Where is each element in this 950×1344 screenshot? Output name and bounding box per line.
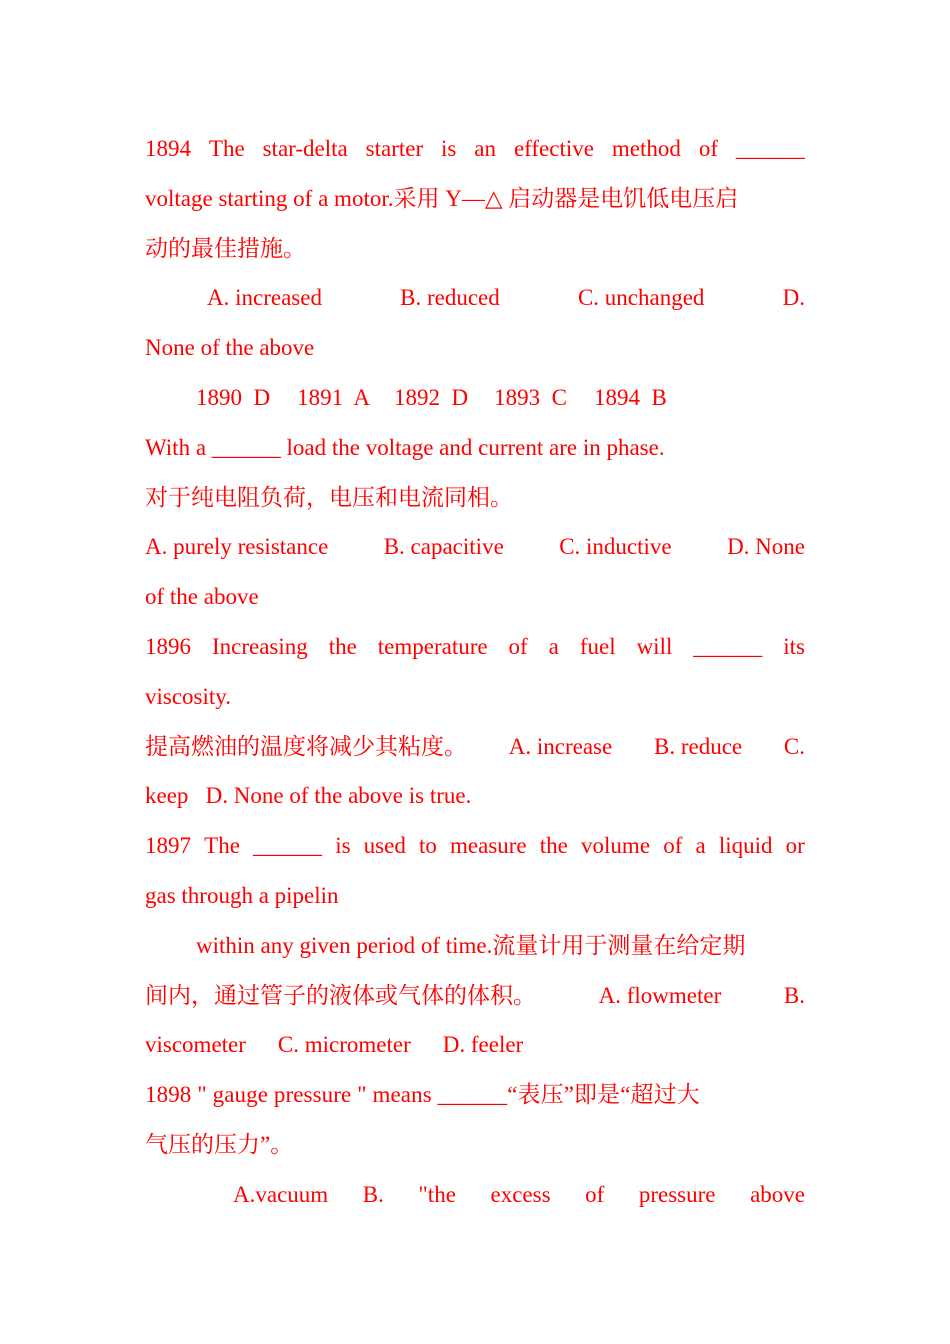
question-1898-line-2: 气压的压力”。 bbox=[145, 1131, 294, 1157]
line-segment: B. bbox=[362, 1181, 384, 1207]
answer-key-entry: 1892 D bbox=[393, 384, 469, 410]
line-segment: A. purely resistance bbox=[145, 534, 329, 560]
line-segment: is bbox=[335, 833, 351, 859]
line-segment: 提高燃油的温度将减少其粘度。 bbox=[145, 733, 467, 759]
question-1895-options bbox=[145, 522, 805, 572]
question-1894-options bbox=[145, 273, 805, 323]
line-segment: fuel bbox=[579, 633, 616, 659]
line-segment: "the bbox=[418, 1181, 456, 1207]
line-segment: ______ bbox=[693, 633, 763, 659]
answer-key-entry: 1894 B bbox=[593, 384, 667, 410]
line-segment: C. inductive bbox=[559, 534, 672, 560]
line-segment: of bbox=[508, 633, 528, 659]
line-segment: 间内，通过管子的液体或气体的体积。 bbox=[145, 982, 536, 1008]
question-1898-line-1: 1898 " gauge pressure " means ______“表压”即是“超过大 bbox=[145, 1082, 700, 1108]
line-segment: C. unchanged bbox=[577, 285, 705, 311]
question-1895-line-1: With a ______ load the voltage and current are in phase. bbox=[145, 434, 665, 460]
option-text: C. micrometer bbox=[277, 1032, 411, 1058]
line-segment: a bbox=[548, 633, 559, 659]
line-segment: ______ bbox=[253, 833, 323, 859]
line-segment: D. None bbox=[727, 534, 805, 560]
answer-key-entry: 1893 C bbox=[494, 384, 567, 410]
line-segment: A. flowmeter bbox=[598, 982, 722, 1008]
line-segment: B. bbox=[783, 982, 805, 1008]
line-segment: a bbox=[695, 833, 706, 859]
line-segment: of bbox=[698, 136, 718, 161]
answer-key-entry: 1891 A bbox=[297, 384, 370, 410]
line-segment: liquid bbox=[718, 833, 773, 859]
question-1897-options-cont bbox=[145, 1020, 805, 1070]
line-segment: volume bbox=[581, 833, 651, 859]
line-segment: The bbox=[208, 136, 245, 161]
line-segment: will bbox=[636, 633, 673, 659]
line-segment: starter bbox=[365, 136, 424, 161]
question-1897-line-3: within any given period of time.流量计用于测量在给定期 bbox=[196, 932, 746, 958]
line-segment: temperature bbox=[377, 633, 488, 659]
question-1894-option-d-cont: None of the above bbox=[145, 335, 315, 361]
question-1895-translation: 对于纯电阻负荷，电压和电流同相。 bbox=[145, 484, 513, 510]
line-segment: ______ bbox=[735, 136, 805, 161]
line-segment: measure bbox=[450, 833, 527, 859]
question-1894-line-1 bbox=[145, 124, 805, 174]
line-segment: an bbox=[474, 136, 497, 161]
question-1896-options-cont: keep D. None of the above is true. bbox=[145, 783, 472, 809]
question-1898-options bbox=[145, 1170, 805, 1220]
line-segment: B. reduce bbox=[653, 733, 743, 759]
line-segment: pressure bbox=[638, 1181, 716, 1207]
answer-key-line bbox=[145, 373, 805, 423]
line-segment: B. reduced bbox=[400, 285, 500, 311]
line-segment: star-delta bbox=[262, 136, 348, 161]
line-segment: 1894 bbox=[145, 136, 191, 161]
question-1897-line-1 bbox=[145, 821, 805, 871]
question-1894-line-2: voltage starting of a motor.采用 Y—△ 启动器是电饥低电压启 bbox=[145, 185, 739, 211]
line-segment: 1896 bbox=[145, 633, 191, 659]
question-1897-line-2: gas through a pipelin bbox=[145, 882, 339, 908]
line-segment: excess bbox=[490, 1181, 551, 1207]
question-1896-line-2: viscosity. bbox=[145, 683, 232, 709]
line-segment: the bbox=[328, 633, 357, 659]
document-page bbox=[145, 124, 805, 1220]
question-1896-translation-options bbox=[145, 722, 805, 772]
line-segment: Increasing bbox=[211, 633, 308, 659]
line-segment: or bbox=[785, 833, 805, 859]
line-segment: method bbox=[611, 136, 681, 161]
line-segment: A. increase bbox=[508, 733, 613, 759]
line-segment: effective bbox=[513, 136, 594, 161]
line-segment: of bbox=[663, 833, 683, 859]
line-segment: The bbox=[204, 833, 240, 859]
line-segment: above bbox=[750, 1181, 805, 1207]
line-segment: the bbox=[539, 833, 568, 859]
answer-key-entry: 1890 D bbox=[196, 384, 271, 410]
line-segment: its bbox=[783, 633, 805, 659]
line-segment: D. bbox=[782, 285, 805, 311]
option-text: D. feeler bbox=[442, 1032, 524, 1058]
line-segment: of bbox=[585, 1181, 605, 1207]
line-segment: used bbox=[363, 833, 406, 859]
line-segment: is bbox=[441, 136, 457, 161]
line-segment: to bbox=[418, 833, 437, 859]
question-1894-line-3: 动的最佳措施。 bbox=[145, 235, 306, 261]
line-segment: A.vacuum bbox=[233, 1181, 329, 1207]
line-segment: 1897 bbox=[145, 833, 191, 859]
question-1896-line-1 bbox=[145, 622, 805, 672]
line-segment: C. bbox=[783, 733, 805, 759]
question-1897-translation-options bbox=[145, 971, 805, 1021]
line-segment: B. capacitive bbox=[383, 534, 504, 560]
line-segment: A. increased bbox=[207, 285, 322, 311]
option-text: viscometer bbox=[145, 1032, 246, 1058]
question-1895-option-d-cont: of the above bbox=[145, 584, 259, 610]
